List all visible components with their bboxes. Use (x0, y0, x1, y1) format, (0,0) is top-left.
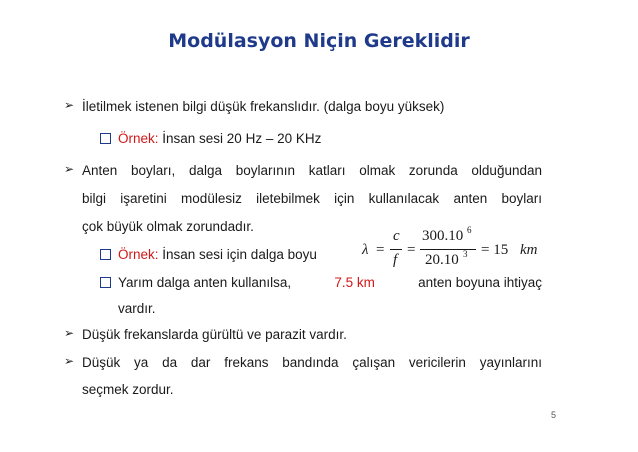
f-symbol: f (393, 252, 398, 268)
numerator: 300.10 (422, 228, 464, 244)
bullet-4-line-1: Düşük ya da dar frekans bandında çalışan vericilerin yayınlarını (82, 355, 542, 370)
equals-sign: = (407, 242, 416, 258)
denominator: 20.10 (425, 252, 459, 268)
arrow-bullet-icon: ➢ (64, 354, 75, 368)
bullet-4-line-2: seçmek zordur. (82, 382, 174, 397)
example-label: Örnek: (118, 131, 159, 146)
bullet-2-line-2: bilgi işaretini modülesiz iletebilmek için kullanılacak anten boyları (82, 191, 542, 206)
bullet-2-line-3: çok büyük olmak zorundadır. (82, 219, 254, 234)
bullet-2-example-2 (118, 274, 542, 292)
bullet-2-line-1: Anten boyları, dalga boylarının katları olmak zorunda olduğundan (82, 163, 542, 178)
arrow-bullet-icon: ➢ (64, 162, 75, 176)
checkbox-bullet-icon (100, 249, 111, 260)
numerator-exponent: 6 (467, 225, 472, 235)
bullet-1-example (118, 130, 321, 148)
example-label: Örnek: (118, 247, 159, 262)
bullet-2-example-1 (118, 246, 317, 264)
result-unit: km (520, 242, 538, 258)
equals-sign: = (376, 242, 385, 258)
example-text: İnsan sesi 20 Hz – 20 KHz (158, 131, 322, 146)
lambda-symbol: λ (362, 242, 369, 258)
highlight-value: 7.5 km (334, 275, 375, 290)
bullet-1-text: İletilmek istenen bilgi düşük frekanslıdır. (dalga boyu yüksek) (82, 99, 445, 114)
checkbox-bullet-icon (100, 277, 111, 288)
example-text: Yarım dalga anten kullanılsa, (118, 275, 292, 290)
result-value: = 15 (481, 242, 509, 258)
c-symbol: c (393, 228, 400, 244)
wavelength-formula (362, 225, 552, 274)
bullet-2-example-2-line-2: vardır. (118, 301, 156, 316)
checkbox-bullet-icon (100, 133, 111, 144)
fraction-bar (390, 249, 402, 250)
slide-title: Modülasyon Niçin Gereklidir (168, 30, 470, 52)
example-text: İnsan sesi için dalga boyu (158, 247, 317, 262)
bullet-3-text: Düşük frekanslarda gürültü ve parazit vardır. (82, 327, 347, 342)
denominator-exponent: 3 (463, 249, 468, 259)
arrow-bullet-icon: ➢ (64, 98, 75, 112)
page-number: 5 (550, 410, 556, 420)
arrow-bullet-icon: ➢ (64, 326, 75, 340)
example-text: anten boyuna ihtiyaç (418, 275, 542, 290)
